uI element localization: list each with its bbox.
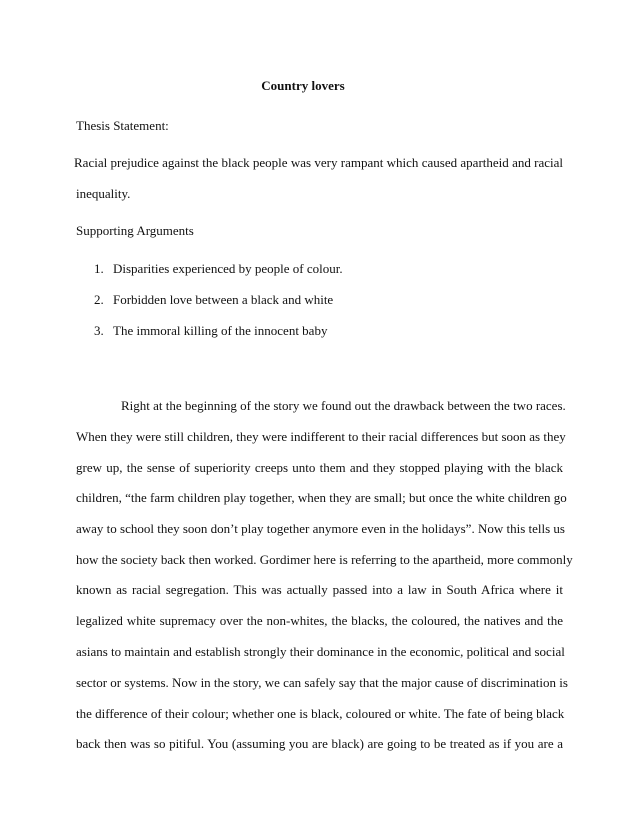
thesis-line: Racial prejudice against the black people was very rampant which caused apartheid and racial [74,155,563,170]
list-number: 2. [94,292,104,307]
list-number: 3. [94,323,104,338]
document-title: Country lovers [261,78,345,93]
body-line: how the society back then worked. Gordimer here is referring to the apartheid, more commonly [76,552,573,567]
body-line: asians to maintain and establish strongly their dominance in the economic, political and social [76,644,565,659]
body-line: children, “the farm children play together, when they are small; but once the white children go [76,490,567,505]
list-text: Forbidden love between a black and white [113,292,334,307]
body-line: known as racial segregation. This was actually passed into a law in South Africa where it [76,582,563,597]
body-line: Right at the beginning of the story we found out the drawback between the two races. [121,398,566,413]
body-line: legalized white supremacy over the non-whites, the blacks, the coloured, the natives and the [76,613,563,628]
body-line: away to school they soon don’t play together anymore even in the holidays”. Now this tells us [76,521,565,536]
supporting-heading: Supporting Arguments [76,223,194,238]
list-text: The immoral killing of the innocent baby [113,323,328,338]
list-item [94,261,343,277]
body-line: the difference of their colour; whether one is black, coloured or white. The fate of being black [76,706,565,721]
list-text: Disparities experienced by people of colour. [113,261,343,276]
list-item [94,292,333,308]
body-line: back then was so pitiful. You (assuming you are black) are going to be treated as if you are a [76,736,563,751]
body-line: sector or systems. Now in the story, we can safely say that the major cause of discrimination is [76,675,568,690]
body-line: When they were still children, they were indifferent to their racial differences but soon as they [76,429,566,444]
thesis-heading: Thesis Statement: [76,118,169,133]
body-line: grew up, the sense of superiority creeps unto them and they stopped playing with the black [76,460,563,475]
list-item [94,323,327,339]
list-number: 1. [94,261,104,276]
thesis-line: inequality. [76,186,131,201]
